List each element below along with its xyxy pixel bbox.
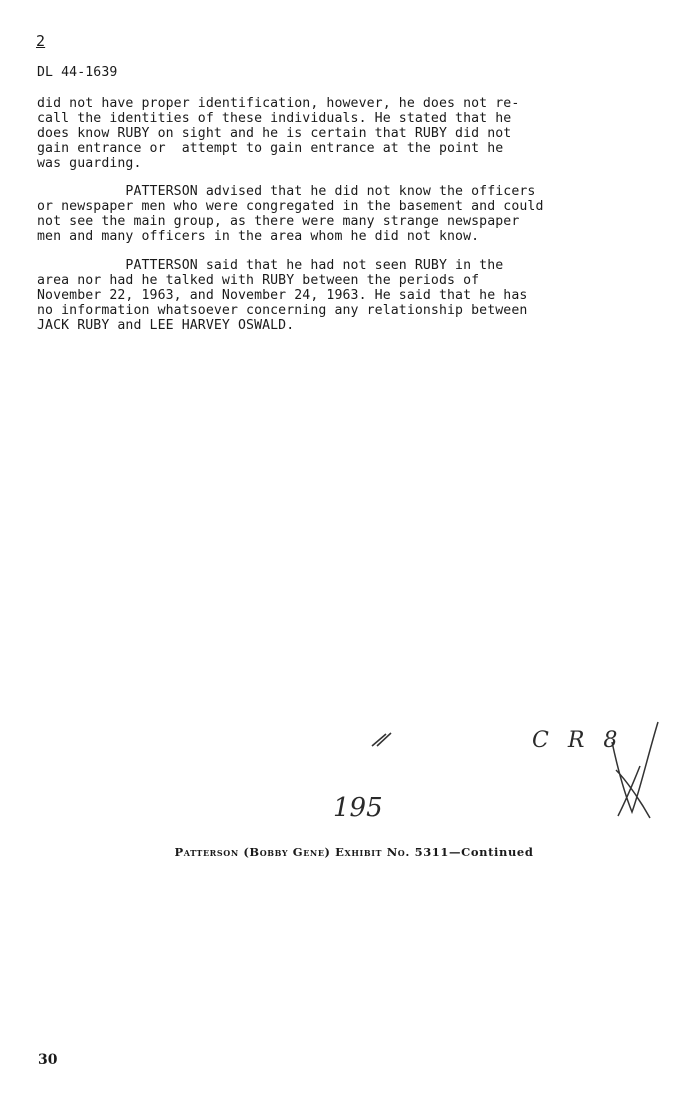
file-number: DL 44-1639: [37, 65, 118, 80]
page-number-bottom: 30: [38, 1052, 58, 1068]
exhibit-caption: [0, 845, 688, 859]
paragraph-identification: did not have proper identification, however, he does not re- call the identities of these individuals. He stated that he does know RUBY on sight and he is certain that RUBY did not gain entrance or attempt to gain entrance at the point he was guarding.: [37, 96, 520, 171]
page-number-top: 2: [36, 32, 46, 50]
handwritten-cr-note: C R 8: [532, 728, 624, 753]
exhibit-name: Patterson (Bobby Gene) Exhibit No.: [174, 845, 410, 859]
slash-mark: [372, 733, 391, 746]
paragraph-officers: PATTERSON advised that he did not know the officers or newspaper men who were congregated in the basement and could not see the main group, as there were many strange newspaper men and many officers in the area whom he did not know.: [37, 184, 544, 244]
exhibit-number: 5311: [414, 845, 450, 859]
handwritten-page-number: 195: [333, 793, 383, 823]
paragraph-ruby-oswald: PATTERSON said that he had not seen RUBY in the area nor had he talked with RUBY between the periods of November 22, 1963, and November 24, 1963. He said that he has no information whatsoever concerning any relationship between JACK RUBY and LEE HARVEY OSWALD.: [37, 258, 528, 333]
exhibit-suffix: —Continued: [449, 845, 534, 859]
